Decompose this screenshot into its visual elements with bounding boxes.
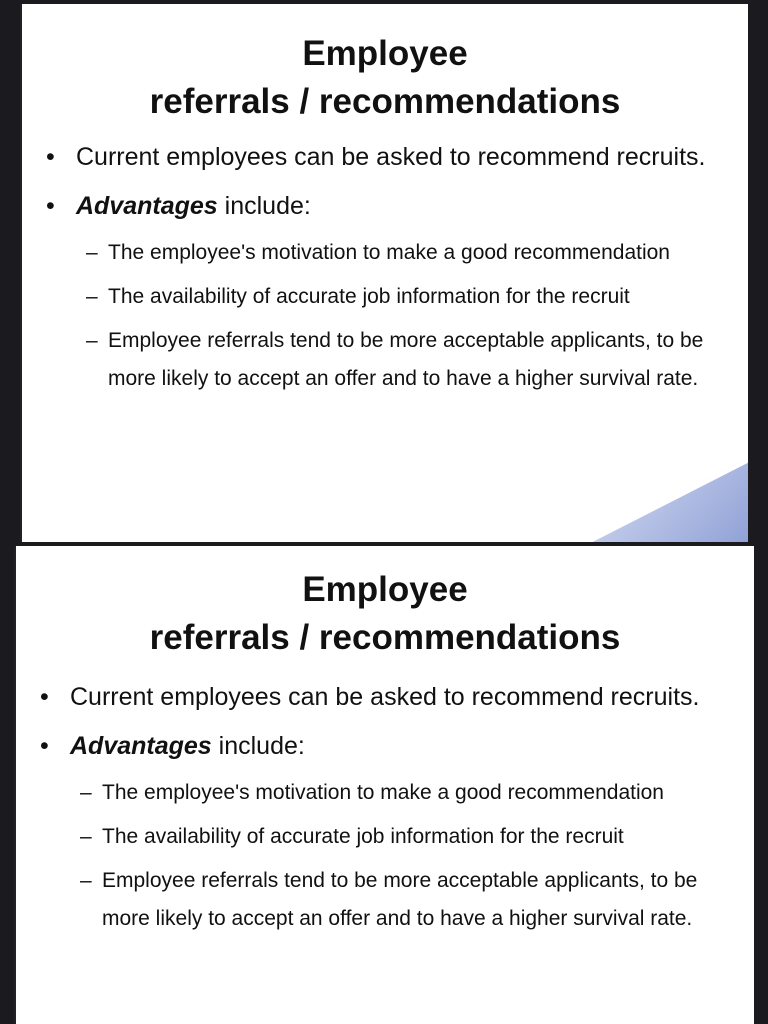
bullet-marker: • (40, 732, 49, 760)
slide-bottom (14, 546, 754, 1024)
slide-top (20, 4, 748, 542)
dash-marker: – (86, 241, 98, 264)
dash-marker: – (86, 329, 98, 352)
dash-marker: – (80, 869, 92, 892)
sub-bullet-item (16, 818, 754, 856)
bullet-text: include: (217, 192, 311, 220)
sub-bullet-text: The employee's motivation to make a good recommendation (102, 781, 664, 804)
bullet-emphasis: Advantages (70, 732, 212, 760)
sub-bullet-text: Employee referrals tend to be more acceptable applicants, to be more likely to accept an offer and to have a higher survival rate. (108, 329, 704, 390)
title-line-2: referrals / recommendations (149, 82, 621, 121)
dash-marker: – (80, 781, 92, 804)
title-line-2: referrals / recommendations (149, 618, 621, 657)
bullet-item (16, 725, 754, 768)
slide-title (16, 566, 754, 662)
slide-title (22, 30, 748, 126)
sub-bullet-item (16, 774, 754, 812)
sub-bullet-text: The employee's motivation to make a good recommendation (108, 241, 670, 264)
sub-bullet-item (22, 278, 748, 316)
corner-decoration (535, 394, 748, 542)
sub-bullet-text: Employee referrals tend to be more acceptable applicants, to be more likely to accept an offer and to have a higher survival rate. (102, 869, 698, 930)
sub-bullet-text: The availability of accurate job information for the recruit (102, 825, 624, 848)
sub-bullet-item (16, 862, 754, 938)
bullet-marker: • (46, 143, 55, 171)
bullet-text: include: (211, 732, 305, 760)
sub-bullet-text: The availability of accurate job information for the recruit (108, 285, 630, 308)
sub-bullet-item (22, 234, 748, 272)
bullet-item (22, 185, 748, 228)
bullet-text: Current employees can be asked to recommend recruits. (70, 683, 700, 711)
bullet-emphasis: Advantages (76, 192, 218, 220)
bullet-marker: • (46, 192, 55, 220)
title-line-1: Employee (302, 570, 468, 609)
bullet-item (16, 676, 754, 719)
bullet-item (22, 136, 748, 179)
dash-marker: – (86, 285, 98, 308)
bullet-list (22, 136, 748, 404)
sub-bullet-item (22, 322, 748, 398)
bullet-text: Current employees can be asked to recommend recruits. (76, 143, 706, 171)
dash-marker: – (80, 825, 92, 848)
bullet-list (16, 676, 754, 944)
bullet-marker: • (40, 683, 49, 711)
title-line-1: Employee (302, 34, 468, 73)
